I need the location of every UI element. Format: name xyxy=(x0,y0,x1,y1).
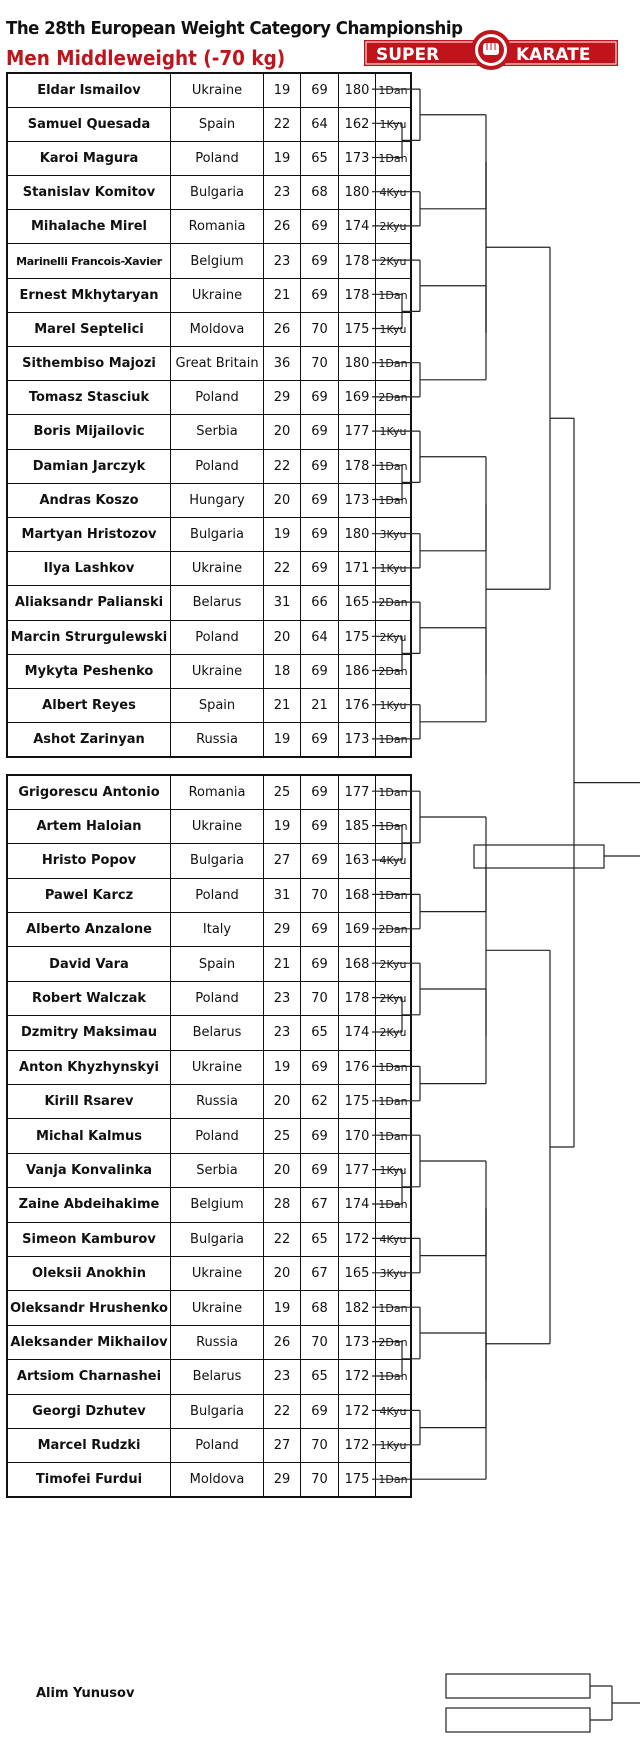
competitor-age: 25 xyxy=(264,1119,301,1153)
competitor-name: Sithembiso Majozi xyxy=(7,347,171,381)
competitor-height: 174 xyxy=(339,1016,376,1050)
competitor-name: Ernest Mkhytaryan xyxy=(7,278,171,312)
competitor-height: 182 xyxy=(339,1291,376,1325)
competitor-weight: 69 xyxy=(301,947,339,981)
competitor-country: Belgium xyxy=(171,244,264,278)
competitor-weight: 69 xyxy=(301,244,339,278)
competitor-name: Zaine Abdeihakime xyxy=(7,1188,171,1222)
competitor-country: Ukraine xyxy=(171,1256,264,1290)
competitor-name: Samuel Quesada xyxy=(7,107,171,141)
competitor-country: Ukraine xyxy=(171,809,264,843)
competitor-country: Bulgaria xyxy=(171,1394,264,1428)
competitor-rank: 1Dan xyxy=(376,278,412,312)
competitor-height: 170 xyxy=(339,1119,376,1153)
competitor-name: Alberto Anzalone xyxy=(7,913,171,947)
competitor-name: Karoi Magura xyxy=(7,141,171,175)
competitor-name: Timofei Furdui xyxy=(7,1463,171,1497)
competitor-rank: 1Dan xyxy=(376,1463,412,1497)
competitor-weight: 69 xyxy=(301,1050,339,1084)
competitor-name: Marinelli Francois-Xavier xyxy=(7,244,171,278)
competitor-rank: 4Kyu xyxy=(376,1394,412,1428)
competitor-country: Ukraine xyxy=(171,552,264,586)
competitor-country: Romania xyxy=(171,210,264,244)
competitor-height: 175 xyxy=(339,620,376,654)
competitor-name: Aleksander Mikhailov xyxy=(7,1325,171,1359)
competitor-height: 186 xyxy=(339,654,376,688)
competitor-weight: 69 xyxy=(301,844,339,878)
competitor-rank: 1Kyu xyxy=(376,688,412,722)
bracket-box xyxy=(446,1674,590,1698)
competitor-height: 173 xyxy=(339,141,376,175)
competitor-weight: 70 xyxy=(301,878,339,912)
competitor-height: 177 xyxy=(339,1153,376,1187)
competitor-age: 19 xyxy=(264,73,301,107)
competitor-rank: 1Kyu xyxy=(376,415,412,449)
competitor-age: 19 xyxy=(264,517,301,551)
competitor-name: Mykyta Peshenko xyxy=(7,654,171,688)
competitor-weight: 69 xyxy=(301,449,339,483)
competitor-country: Hungary xyxy=(171,483,264,517)
competitor-name: Boris Mijailovic xyxy=(7,415,171,449)
competitor-age: 26 xyxy=(264,312,301,346)
competitor-age: 31 xyxy=(264,586,301,620)
competitor-rank: 1Kyu xyxy=(376,107,412,141)
competitor-height: 185 xyxy=(339,809,376,843)
competitor-country: Spain xyxy=(171,688,264,722)
competitor-country: Ukraine xyxy=(171,1291,264,1325)
competitor-age: 23 xyxy=(264,176,301,210)
competitor-weight: 69 xyxy=(301,775,339,809)
competitor-height: 178 xyxy=(339,244,376,278)
competitor-name: Ilya Lashkov xyxy=(7,552,171,586)
competitor-height: 176 xyxy=(339,688,376,722)
competitor-country: Spain xyxy=(171,107,264,141)
competitor-height: 180 xyxy=(339,517,376,551)
competitor-age: 25 xyxy=(264,775,301,809)
competitor-country: Spain xyxy=(171,947,264,981)
competitor-height: 163 xyxy=(339,844,376,878)
competitor-rank: 2Kyu xyxy=(376,947,412,981)
competitor-height: 172 xyxy=(339,1360,376,1394)
competitor-age: 36 xyxy=(264,347,301,381)
page-title: The 28th European Weight Category Championship xyxy=(6,18,463,39)
competitor-weight: 65 xyxy=(301,1222,339,1256)
competitor-country: Ukraine xyxy=(171,654,264,688)
competitor-height: 171 xyxy=(339,552,376,586)
competitor-rank: 1Dan xyxy=(376,775,412,809)
competitor-name: Martyan Hristozov xyxy=(7,517,171,551)
competitor-name: Stanislav Komitov xyxy=(7,176,171,210)
competitor-weight: 65 xyxy=(301,1016,339,1050)
competitor-country: Bulgaria xyxy=(171,844,264,878)
competitor-name: Georgi Dzhutev xyxy=(7,1394,171,1428)
competitor-age: 18 xyxy=(264,654,301,688)
competitor-age: 21 xyxy=(264,688,301,722)
competitor-weight: 69 xyxy=(301,723,339,757)
competitor-rank: 1Dan xyxy=(376,1085,412,1119)
competitor-country: Moldova xyxy=(171,1463,264,1497)
competitor-height: 169 xyxy=(339,381,376,415)
bracket-box xyxy=(446,1708,590,1732)
competitor-weight: 69 xyxy=(301,809,339,843)
competitor-country: Romania xyxy=(171,775,264,809)
competitor-rank: 2Dan xyxy=(376,1325,412,1359)
competitor-weight: 69 xyxy=(301,552,339,586)
competitor-country: Belgium xyxy=(171,1188,264,1222)
competitor-age: 21 xyxy=(264,947,301,981)
competitor-age: 23 xyxy=(264,981,301,1015)
bracket-box xyxy=(474,845,604,868)
competitor-age: 20 xyxy=(264,1153,301,1187)
competitor-weight: 67 xyxy=(301,1188,339,1222)
competitor-country: Russia xyxy=(171,1325,264,1359)
competitor-country: Poland xyxy=(171,1119,264,1153)
competitor-name: Michal Kalmus xyxy=(7,1119,171,1153)
competitor-weight: 69 xyxy=(301,517,339,551)
competitor-height: 168 xyxy=(339,878,376,912)
competitor-age: 19 xyxy=(264,809,301,843)
competitor-country: Moldova xyxy=(171,312,264,346)
competitor-weight: 68 xyxy=(301,176,339,210)
competitor-weight: 70 xyxy=(301,981,339,1015)
competitor-country: Bulgaria xyxy=(171,517,264,551)
competitor-weight: 69 xyxy=(301,1119,339,1153)
competitor-weight: 70 xyxy=(301,312,339,346)
competitor-name: Robert Walczak xyxy=(7,981,171,1015)
competitor-height: 165 xyxy=(339,586,376,620)
competitor-name: Dzmitry Maksimau xyxy=(7,1016,171,1050)
competitor-rank: 1Dan xyxy=(376,723,412,757)
competitor-rank: 2Kyu xyxy=(376,620,412,654)
competitor-age: 28 xyxy=(264,1188,301,1222)
competitor-country: Poland xyxy=(171,620,264,654)
competitor-height: 168 xyxy=(339,947,376,981)
competitor-weight: 70 xyxy=(301,347,339,381)
competitor-age: 19 xyxy=(264,723,301,757)
competitor-height: 178 xyxy=(339,278,376,312)
competitor-age: 22 xyxy=(264,552,301,586)
competitor-rank: 4Kyu xyxy=(376,844,412,878)
competitor-country: Belarus xyxy=(171,586,264,620)
competitor-age: 19 xyxy=(264,1050,301,1084)
competitor-name: Simeon Kamburov xyxy=(7,1222,171,1256)
competitor-weight: 69 xyxy=(301,210,339,244)
competitor-height: 178 xyxy=(339,449,376,483)
competitor-rank: 4Kyu xyxy=(376,1222,412,1256)
competitor-rank: 1Dan xyxy=(376,1119,412,1153)
competitor-age: 20 xyxy=(264,483,301,517)
unseeded-competitor-name: Alim Yunusov xyxy=(36,1686,135,1701)
competitor-rank: 2Kyu xyxy=(376,244,412,278)
competitor-weight: 67 xyxy=(301,1256,339,1290)
competitor-height: 173 xyxy=(339,483,376,517)
competitor-height: 177 xyxy=(339,415,376,449)
competitor-height: 173 xyxy=(339,1325,376,1359)
competitor-weight: 64 xyxy=(301,107,339,141)
competitor-name: Oleksandr Hrushenko xyxy=(7,1291,171,1325)
competitor-name: Andras Koszo xyxy=(7,483,171,517)
competitor-name: Artem Haloian xyxy=(7,809,171,843)
competitor-height: 173 xyxy=(339,723,376,757)
competitor-age: 29 xyxy=(264,381,301,415)
competitor-rank: 1Dan xyxy=(376,73,412,107)
competitor-height: 175 xyxy=(339,1085,376,1119)
competitor-name: Marcin Strurgulewski xyxy=(7,620,171,654)
competitor-weight: 70 xyxy=(301,1325,339,1359)
competitor-age: 31 xyxy=(264,878,301,912)
competitor-rank: 2Dan xyxy=(376,913,412,947)
logo-karate-text: KARATE xyxy=(516,45,591,65)
competitor-age: 19 xyxy=(264,141,301,175)
logo-super-text: SUPER xyxy=(376,45,440,65)
competitor-weight: 69 xyxy=(301,278,339,312)
competitor-name: Damian Jarczyk xyxy=(7,449,171,483)
competitor-country: Ukraine xyxy=(171,278,264,312)
competitor-weight: 69 xyxy=(301,415,339,449)
competitor-name: Kirill Rsarev xyxy=(7,1085,171,1119)
competitor-name: Tomasz Stasciuk xyxy=(7,381,171,415)
competitor-rank: 1Dan xyxy=(376,141,412,175)
competitor-age: 27 xyxy=(264,1428,301,1462)
competitor-rank: 1Dan xyxy=(376,483,412,517)
competitor-country: Poland xyxy=(171,381,264,415)
competitor-name: Oleksii Anokhin xyxy=(7,1256,171,1290)
competitor-country: Poland xyxy=(171,878,264,912)
competitor-name: Hristo Popov xyxy=(7,844,171,878)
competitor-name: Albert Reyes xyxy=(7,688,171,722)
competitor-rank: 3Kyu xyxy=(376,1256,412,1290)
competitor-weight: 70 xyxy=(301,1463,339,1497)
competitor-age: 26 xyxy=(264,1325,301,1359)
competitor-country: Serbia xyxy=(171,415,264,449)
competitor-rank: 2Kyu xyxy=(376,1016,412,1050)
competitor-age: 22 xyxy=(264,107,301,141)
competitor-name: Grigorescu Antonio xyxy=(7,775,171,809)
competitor-rank: 1Kyu xyxy=(376,312,412,346)
competitor-rank: 1Dan xyxy=(376,347,412,381)
competitor-weight: 64 xyxy=(301,620,339,654)
competitor-rank: 2Kyu xyxy=(376,210,412,244)
competitor-rank: 1Dan xyxy=(376,1188,412,1222)
competitor-age: 21 xyxy=(264,278,301,312)
competitor-height: 180 xyxy=(339,176,376,210)
competitor-name: David Vara xyxy=(7,947,171,981)
competitor-rank: 2Dan xyxy=(376,586,412,620)
competitor-weight: 69 xyxy=(301,913,339,947)
competitor-weight: 65 xyxy=(301,141,339,175)
competitor-country: Russia xyxy=(171,723,264,757)
competitor-height: 172 xyxy=(339,1428,376,1462)
competitor-country: Italy xyxy=(171,913,264,947)
competitor-age: 19 xyxy=(264,1291,301,1325)
competitor-age: 22 xyxy=(264,449,301,483)
competitor-age: 20 xyxy=(264,620,301,654)
competitor-age: 22 xyxy=(264,1222,301,1256)
competitor-country: Poland xyxy=(171,1428,264,1462)
competitor-weight: 69 xyxy=(301,1394,339,1428)
competitor-country: Ukraine xyxy=(171,73,264,107)
competitor-name: Eldar Ismailov xyxy=(7,73,171,107)
competitor-weight: 66 xyxy=(301,586,339,620)
competitor-name: Mihalache Mirel xyxy=(7,210,171,244)
competitor-name: Anton Khyzhynskyi xyxy=(7,1050,171,1084)
competitor-weight: 69 xyxy=(301,381,339,415)
competitor-rank: 3Kyu xyxy=(376,517,412,551)
competitor-rank: 1Dan xyxy=(376,1050,412,1084)
competitor-age: 29 xyxy=(264,913,301,947)
competitor-height: 172 xyxy=(339,1394,376,1428)
competitor-name: Artsiom Charnashei xyxy=(7,1360,171,1394)
competitor-country: Serbia xyxy=(171,1153,264,1187)
competitor-name: Marcel Rudzki xyxy=(7,1428,171,1462)
competitor-country: Poland xyxy=(171,981,264,1015)
competitor-height: 169 xyxy=(339,913,376,947)
competitor-age: 20 xyxy=(264,1085,301,1119)
competitor-height: 165 xyxy=(339,1256,376,1290)
competitor-age: 23 xyxy=(264,244,301,278)
competitor-country: Ukraine xyxy=(171,1050,264,1084)
competitor-rank: 2Dan xyxy=(376,381,412,415)
competitor-rank: 2Kyu xyxy=(376,981,412,1015)
competitor-age: 22 xyxy=(264,1394,301,1428)
competitor-country: Bulgaria xyxy=(171,1222,264,1256)
competitor-name: Pawel Karcz xyxy=(7,878,171,912)
competitor-height: 178 xyxy=(339,981,376,1015)
competitor-country: Poland xyxy=(171,141,264,175)
competitor-height: 180 xyxy=(339,347,376,381)
competitor-age: 23 xyxy=(264,1016,301,1050)
competitor-height: 175 xyxy=(339,312,376,346)
competitor-rank: 1Dan xyxy=(376,809,412,843)
competitor-country: Russia xyxy=(171,1085,264,1119)
competitor-height: 174 xyxy=(339,210,376,244)
competitor-rank: 1Dan xyxy=(376,1360,412,1394)
competitor-name: Vanja Konvalinka xyxy=(7,1153,171,1187)
competitor-country: Belarus xyxy=(171,1016,264,1050)
competitor-age: 20 xyxy=(264,1256,301,1290)
competitor-weight: 65 xyxy=(301,1360,339,1394)
competitor-country: Belarus xyxy=(171,1360,264,1394)
competitor-height: 174 xyxy=(339,1188,376,1222)
competitor-rank: 2Dan xyxy=(376,654,412,688)
competitor-age: 23 xyxy=(264,1360,301,1394)
competitor-country: Great Britain xyxy=(171,347,264,381)
competitor-weight: 21 xyxy=(301,688,339,722)
competitor-weight: 69 xyxy=(301,654,339,688)
competitor-height: 180 xyxy=(339,73,376,107)
competitor-weight: 69 xyxy=(301,483,339,517)
competitor-height: 172 xyxy=(339,1222,376,1256)
competitor-height: 175 xyxy=(339,1463,376,1497)
competitor-age: 29 xyxy=(264,1463,301,1497)
competitor-name: Ashot Zarinyan xyxy=(7,723,171,757)
competitor-age: 26 xyxy=(264,210,301,244)
competitor-country: Bulgaria xyxy=(171,176,264,210)
competitor-weight: 69 xyxy=(301,1153,339,1187)
competitor-height: 177 xyxy=(339,775,376,809)
competitor-weight: 69 xyxy=(301,73,339,107)
competitor-country: Poland xyxy=(171,449,264,483)
competitor-rank: 1Dan xyxy=(376,1291,412,1325)
competitor-age: 27 xyxy=(264,844,301,878)
competitor-rank: 4Kyu xyxy=(376,176,412,210)
competitor-height: 176 xyxy=(339,1050,376,1084)
page-subtitle: Men Middleweight (-70 kg) xyxy=(6,46,286,70)
competitor-weight: 62 xyxy=(301,1085,339,1119)
competitor-rank: 1Kyu xyxy=(376,1153,412,1187)
competitor-weight: 70 xyxy=(301,1428,339,1462)
competitor-rank: 1Dan xyxy=(376,878,412,912)
competitor-age: 20 xyxy=(264,415,301,449)
competitor-height: 162 xyxy=(339,107,376,141)
competitor-weight: 68 xyxy=(301,1291,339,1325)
competitor-rank: 1Kyu xyxy=(376,1428,412,1462)
competitor-rank: 1Dan xyxy=(376,449,412,483)
competitor-name: Marel Septelici xyxy=(7,312,171,346)
competitor-name: Aliaksandr Palianski xyxy=(7,586,171,620)
competitor-rank: 1Kyu xyxy=(376,552,412,586)
